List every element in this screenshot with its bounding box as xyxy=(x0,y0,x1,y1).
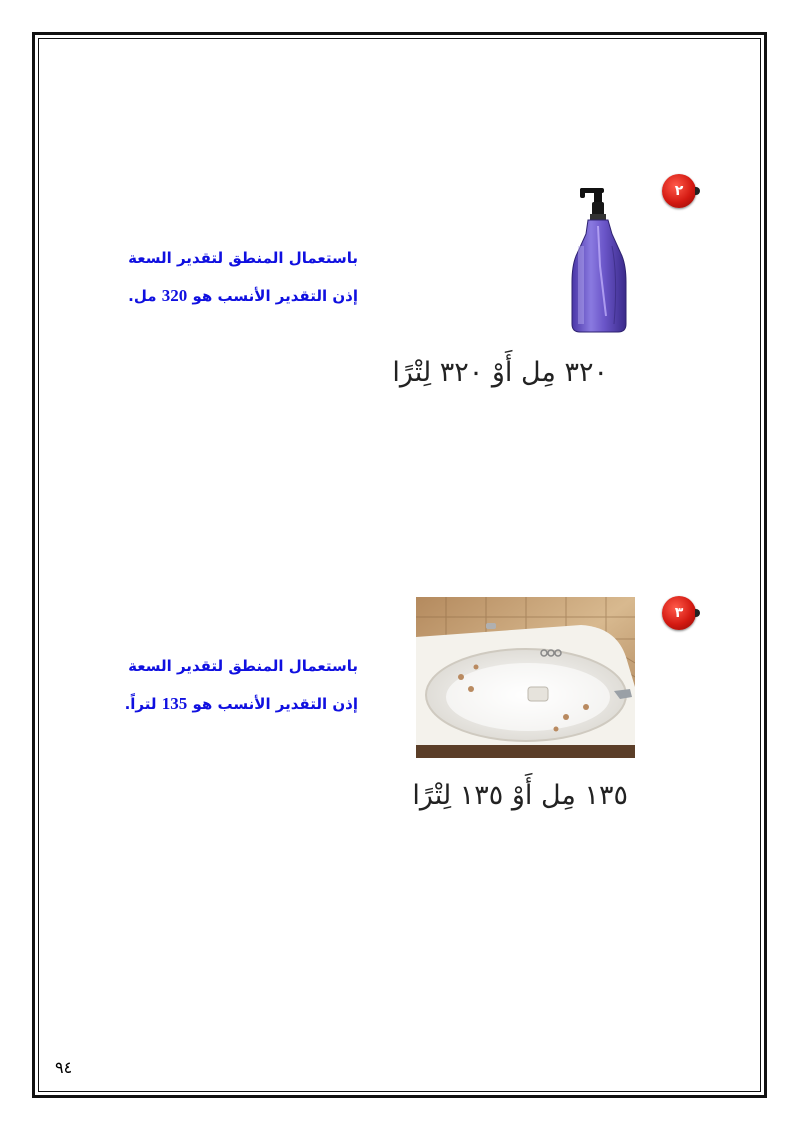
answer-block xyxy=(125,648,358,723)
question-number-badge: ٣ xyxy=(662,596,696,630)
soap-bottle-icon xyxy=(566,186,638,336)
answer-prefix: إذن التقدير الأنسب هو xyxy=(192,695,358,713)
choices-text: ١٣٥ مِل أَوْ ١٣٥ لِتْرًا xyxy=(412,780,628,811)
page-number: ٩٤ xyxy=(55,1058,73,1077)
page-border-inner xyxy=(38,38,761,1092)
answer-line-2 xyxy=(128,277,358,315)
choices-text: ٣٢٠ مِل أَوْ ٣٢٠ لِتْرًا xyxy=(392,357,608,388)
answer-prefix: إذن التقدير الأنسب هو xyxy=(192,287,358,305)
answer-block xyxy=(128,240,358,315)
answer-value: 320 xyxy=(161,286,188,305)
answer-suffix: مل. xyxy=(128,287,157,305)
answer-line-1: باستعمال المنطق لتقدير السعة xyxy=(128,249,358,267)
answer-line-2 xyxy=(125,685,358,723)
answer-suffix: لتراً. xyxy=(124,695,157,713)
bathtub-icon xyxy=(416,597,635,758)
question-number-badge: ٢ xyxy=(662,174,696,208)
answer-line-1: باستعمال المنطق لتقدير السعة xyxy=(128,657,358,675)
answer-value: 135 xyxy=(161,694,188,713)
